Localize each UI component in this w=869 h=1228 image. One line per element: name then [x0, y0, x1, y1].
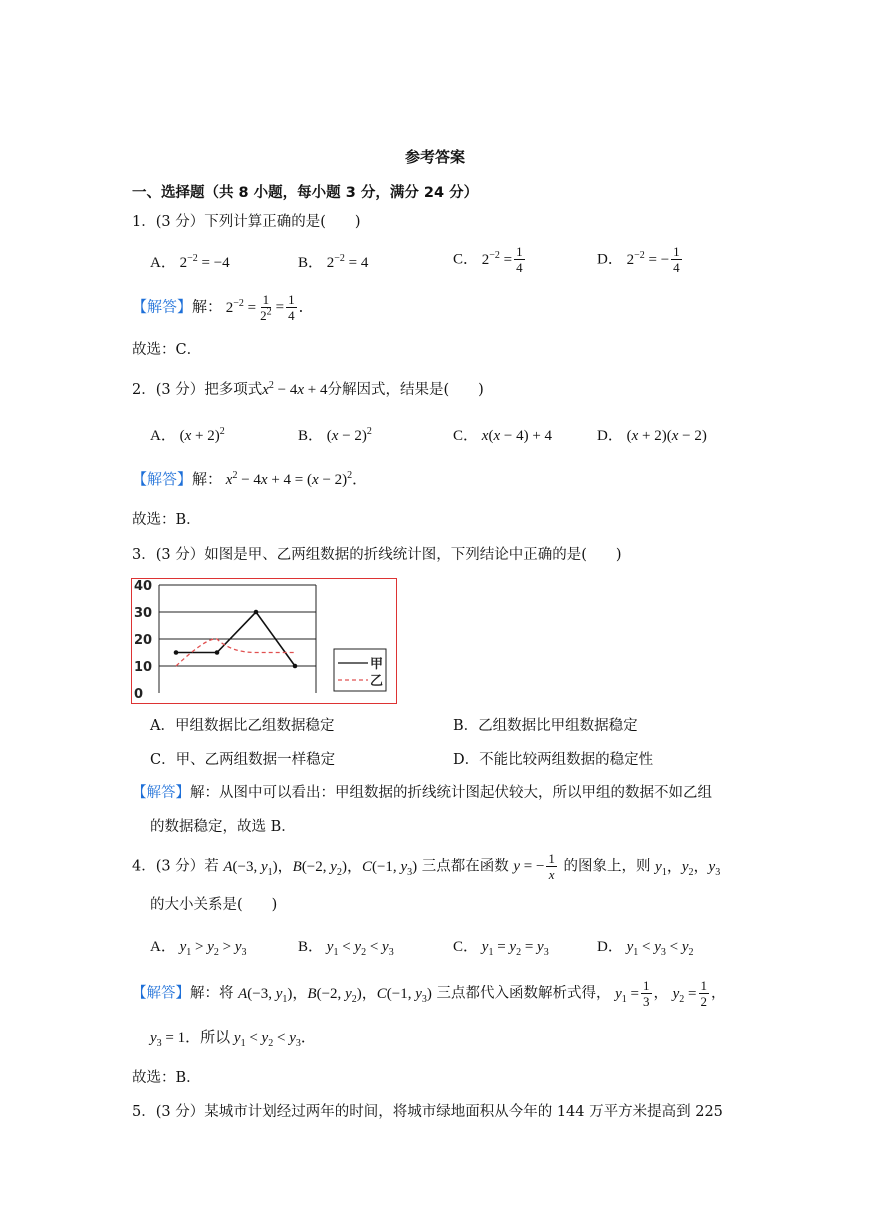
q3-answer-line-1: 【解答】解：从图中可以看出：甲组数据的折线统计图起伏较大，所以甲组的数据不如乙组	[132, 785, 712, 801]
q4-option-d: D． $y_1 < y_3 < y_2$	[597, 939, 694, 958]
q1-answer: 【解答】解： $2^{-2}$ = $\frac{1}{2^2}$ = $\frac{1}{4}$ ．	[132, 292, 314, 323]
line-chart	[131, 578, 397, 704]
q4-answer-line-1: 【解答】解：将 A(−3, $y_1$)，B(−2, $y_2$)，C(−1, $y_3$) 三点都代入函数解析式得， $y_1$ = $\frac{1}{3}$ ， $y_2$ = $\frac{1}{2}$ ，	[132, 978, 726, 1009]
question-1-stem: 1．(3 分）下列计算正确的是( )	[132, 214, 361, 230]
y-tick-label: 0	[134, 687, 144, 702]
q4-option-a: A． $y_1 > y_2 > y_3$	[150, 939, 247, 958]
chart-svg	[132, 579, 398, 705]
data-point	[215, 650, 220, 655]
q1-option-d: D． $2^{-2}$ = − $\frac{1}{4}$	[597, 244, 680, 275]
question-2-stem: 2．(3 分）把多项式$x^2 - 4x + 4$分解因式，结果是( )	[132, 380, 484, 398]
q1-option-a: A． $2^{-2} = -4$	[150, 253, 230, 271]
legend-label: 甲	[370, 657, 384, 672]
q2-option-b: B． $(x - 2)^2$	[298, 426, 372, 444]
q1-choice: 故选：C．	[132, 342, 202, 358]
y-tick-label: 20	[134, 633, 153, 648]
legend-label: 乙	[370, 674, 384, 689]
q4-option-c: C． $y_1 = y_2 = y_3$	[453, 939, 549, 958]
q2-option-c: C． x(x − 4) + 4	[453, 428, 553, 444]
q3-option-c: C．甲、乙两组数据一样稳定	[150, 752, 336, 768]
q4-option-b: B． $y_1 < y_2 < y_3$	[298, 939, 394, 958]
y-tick-label: 10	[134, 660, 153, 675]
page-title: 参考答案	[405, 148, 466, 166]
q3-option-a: A．甲组数据比乙组数据稳定	[150, 718, 335, 734]
question-4-stem: 4．(3 分）若 A(−3, $y_1$)，B(−2, $y_2$)，C(−1, $y_3$) 三点都在函数 y = − $\frac{1}{x}$ 的图象上，则 $y_1$，$y_2$，$y_3$	[132, 851, 721, 882]
y-tick-label: 30	[134, 606, 153, 621]
q4-stem-line-2: 的大小关系是( )	[150, 897, 278, 913]
q3-answer-line-2: 的数据稳定，故选 B．	[150, 819, 296, 835]
q3-option-d: D．不能比较两组数据的稳定性	[453, 752, 654, 768]
data-point	[174, 650, 179, 655]
q4-choice: 故选：B．	[132, 1070, 201, 1086]
q2-option-a: A． $(x + 2)^2$	[150, 426, 225, 444]
data-point	[254, 610, 259, 615]
question-5-stem: 5．(3 分）某城市计划经过两年的时间，将城市绿地面积从今年的 144 万平方米提高到 225	[132, 1104, 723, 1120]
q2-choice: 故选：B．	[132, 512, 201, 528]
q1-option-c: C． $2^{-2}$ = $\frac{1}{4}$	[453, 244, 523, 275]
q2-option-d: D． (x + 2)(x − 2)	[597, 428, 707, 444]
q2-answer: 【解答】解： $x^2 - 4x + 4 = (x - 2)^2$．	[132, 470, 368, 488]
q4-answer-line-2: $y_3 = 1$．所以 $y_1 < y_2 < y_3$．	[150, 1030, 316, 1049]
q3-option-b: B．乙组数据比甲组数据稳定	[453, 718, 638, 734]
section-heading: 一、选择题（共 8 小题，每小题 3 分，满分 24 分）	[132, 185, 479, 201]
data-point	[293, 664, 298, 669]
q1-option-b: B． $2^{-2} = 4$	[298, 253, 369, 271]
question-3-stem: 3．(3 分）如图是甲、乙两组数据的折线统计图，下列结论中正确的是( )	[132, 547, 622, 563]
y-tick-label: 40	[134, 579, 153, 594]
